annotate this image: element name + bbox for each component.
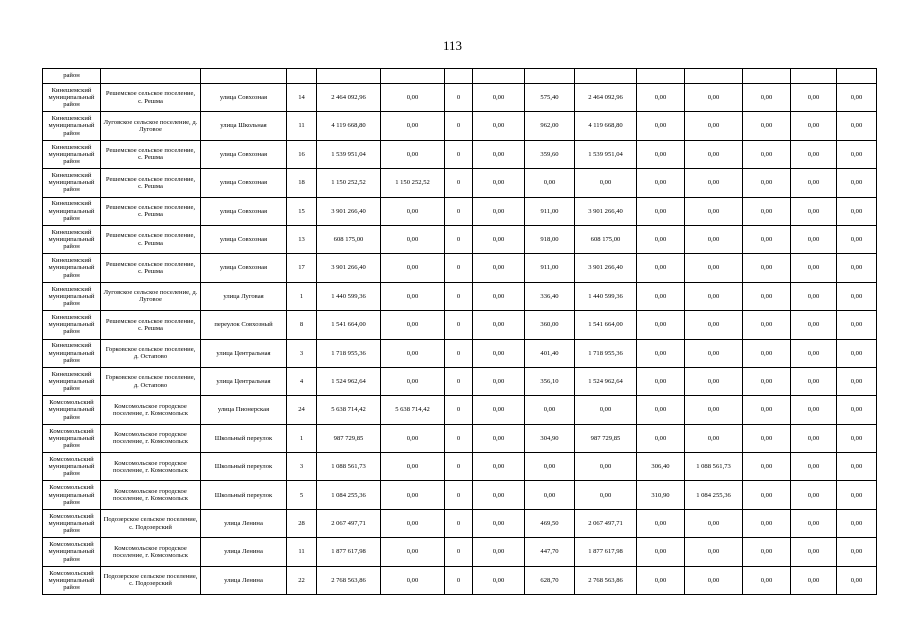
total-cost-cell: 3 901 266,40 <box>317 254 381 282</box>
area-col-7-cell: 0,00 <box>637 424 685 452</box>
cost-col-8-cell: 0,00 <box>685 538 743 566</box>
count-cell: 0 <box>445 339 473 367</box>
house-number-cell: 1 <box>287 424 317 452</box>
street-cell: улица Совхозная <box>201 254 287 282</box>
area-col-7-cell: 0,00 <box>637 112 685 140</box>
count-cell: 0 <box>445 509 473 537</box>
value-col-11-cell: 0,00 <box>837 481 877 509</box>
settlement-cell: Решемское сельское поселение, с. Решма <box>101 225 201 253</box>
cost-col-6-cell: 1 541 664,00 <box>575 311 637 339</box>
value-col-11-cell: 0,00 <box>837 112 877 140</box>
table-row <box>43 254 877 282</box>
total-cost-cell: 3 901 266,40 <box>317 197 381 225</box>
table-row <box>43 112 877 140</box>
value-col-9-cell: 0,00 <box>743 453 791 481</box>
cost-col-6-cell: 0,00 <box>575 396 637 424</box>
cost-col-8-cell: 0,00 <box>685 169 743 197</box>
cost-col-2-cell: 0,00 <box>381 112 445 140</box>
cost-col-2-cell: 0,00 <box>381 339 445 367</box>
value-col-11-cell: 0,00 <box>837 453 877 481</box>
settlement-cell: Комсомольское городское поселение, г. Комсомольск <box>101 424 201 452</box>
settlement-cell: Горковское сельское поселение, д. Остапово <box>101 367 201 395</box>
area-col-5-cell: 575,40 <box>525 84 575 112</box>
area-col-7-cell: 306,40 <box>637 453 685 481</box>
cost-col-4-cell: 0,00 <box>473 566 525 594</box>
cost-col-2-cell: 0,00 <box>381 424 445 452</box>
street-cell: улица Луговая <box>201 282 287 310</box>
area-col-7-cell: 0,00 <box>637 509 685 537</box>
area-col-5-cell: 0,00 <box>525 481 575 509</box>
cost-col-4-cell: 0,00 <box>473 197 525 225</box>
street-cell: улица Центральная <box>201 367 287 395</box>
value-col-11-cell: 0,00 <box>837 225 877 253</box>
value-col-9-cell: 0,00 <box>743 566 791 594</box>
cost-col-4-cell: 0,00 <box>473 282 525 310</box>
value-col-11-cell: 0,00 <box>837 254 877 282</box>
area-col-7-cell: 0,00 <box>637 311 685 339</box>
district-cell: Кинешемский муниципальный район <box>43 169 101 197</box>
street-cell: Школьный переулок <box>201 424 287 452</box>
settlement-cell: Луговское сельское поселение, д. Луговое <box>101 112 201 140</box>
area-col-7-cell: 0,00 <box>637 197 685 225</box>
cost-col-6-cell: 1 524 962,64 <box>575 367 637 395</box>
value-col-10-cell: 0,00 <box>791 282 837 310</box>
value-col-9-cell: 0,00 <box>743 339 791 367</box>
value-col-11-cell: 0,00 <box>837 396 877 424</box>
area-col-5-cell: 401,40 <box>525 339 575 367</box>
settlement-cell: Комсомольское городское поселение, г. Комсомольск <box>101 538 201 566</box>
area-col-7-cell: 0,00 <box>637 339 685 367</box>
cost-col-8-cell: 0,00 <box>685 311 743 339</box>
total-cost-cell: 2 768 563,86 <box>317 566 381 594</box>
table-row <box>43 169 877 197</box>
area-col-7-cell: 0,00 <box>637 396 685 424</box>
area-col-7-cell: 0,00 <box>637 282 685 310</box>
house-number-cell: 28 <box>287 509 317 537</box>
area-col-5-cell: 911,00 <box>525 254 575 282</box>
settlement-cell: Подозерское сельское поселение, с. Подозерский <box>101 566 201 594</box>
table-row <box>43 367 877 395</box>
cost-col-4-cell: 0,00 <box>473 396 525 424</box>
count-cell: 0 <box>445 112 473 140</box>
value-col-10-cell: 0,00 <box>791 140 837 168</box>
value-col-11-cell: 0,00 <box>837 509 877 537</box>
value-col-9-cell: 0,00 <box>743 367 791 395</box>
value-col-10-cell: 0,00 <box>791 84 837 112</box>
settlement-cell: Горковское сельское поселение, д. Остапово <box>101 339 201 367</box>
value-col-10-cell: 0,00 <box>791 509 837 537</box>
total-cost-cell: 5 638 714,42 <box>317 396 381 424</box>
cost-col-4-cell: 0,00 <box>473 84 525 112</box>
total-cost-cell: 987 729,85 <box>317 424 381 452</box>
area-col-5-cell: 0,00 <box>525 396 575 424</box>
value-col-11-cell: 0,00 <box>837 566 877 594</box>
value-col-10-cell: 0,00 <box>791 225 837 253</box>
value-col-10-cell: 0,00 <box>791 367 837 395</box>
cost-col-4-cell: 0,00 <box>473 367 525 395</box>
value-col-10-cell: 0,00 <box>791 112 837 140</box>
settlement-cell: Решемское сельское поселение, с. Решма <box>101 197 201 225</box>
settlement-cell: Комсомольское городское поселение, г. Комсомольск <box>101 453 201 481</box>
cost-col-4-cell: 0,00 <box>473 169 525 197</box>
value-col-9-cell: 0,00 <box>743 84 791 112</box>
settlement-cell: Комсомольское городское поселение, г. Комсомольск <box>101 396 201 424</box>
district-cell: Кинешемский муниципальный район <box>43 197 101 225</box>
cost-col-2-cell: 0,00 <box>381 197 445 225</box>
value-col-9-cell: 0,00 <box>743 169 791 197</box>
cost-col-6-cell: 2 768 563,86 <box>575 566 637 594</box>
count-cell: 0 <box>445 84 473 112</box>
cost-col-8-cell: 0,00 <box>685 197 743 225</box>
street-cell: улица Совхозная <box>201 169 287 197</box>
value-col-9-cell: 0,00 <box>743 481 791 509</box>
settlement-cell: Комсомольское городское поселение, г. Комсомольск <box>101 481 201 509</box>
cost-col-8-cell: 0,00 <box>685 396 743 424</box>
cost-col-2-cell: 0,00 <box>381 481 445 509</box>
district-cell: район <box>43 69 101 84</box>
total-cost-cell: 1 524 962,64 <box>317 367 381 395</box>
total-cost-cell: 1 541 664,00 <box>317 311 381 339</box>
table-row <box>43 453 877 481</box>
district-cell: Комсомольский муниципальный район <box>43 453 101 481</box>
district-cell: Кинешемский муниципальный район <box>43 311 101 339</box>
house-number-cell: 3 <box>287 453 317 481</box>
value-col-10-cell: 0,00 <box>791 339 837 367</box>
street-cell: улица Пионерская <box>201 396 287 424</box>
house-number-cell: 5 <box>287 481 317 509</box>
district-cell: Кинешемский муниципальный район <box>43 367 101 395</box>
cost-col-2-cell: 1 150 252,52 <box>381 169 445 197</box>
cost-col-4-cell: 0,00 <box>473 339 525 367</box>
cost-col-4-cell: 0,00 <box>473 424 525 452</box>
area-col-7-cell: 0,00 <box>637 84 685 112</box>
house-number-cell: 4 <box>287 367 317 395</box>
value-col-10-cell: 0,00 <box>791 481 837 509</box>
count-cell: 0 <box>445 254 473 282</box>
value-col-9-cell: 0,00 <box>743 254 791 282</box>
count-cell: 0 <box>445 197 473 225</box>
settlement-cell: Решемское сельское поселение, с. Решма <box>101 311 201 339</box>
district-cell: Кинешемский муниципальный район <box>43 84 101 112</box>
area-col-7-cell: 0,00 <box>637 254 685 282</box>
area-col-7-cell: 0,00 <box>637 140 685 168</box>
area-col-5-cell: 469,50 <box>525 509 575 537</box>
cost-col-4-cell: 0,00 <box>473 453 525 481</box>
cost-col-4-cell: 0,00 <box>473 254 525 282</box>
house-number-cell: 22 <box>287 566 317 594</box>
count-cell: 0 <box>445 453 473 481</box>
house-number-cell: 13 <box>287 225 317 253</box>
cost-col-6-cell: 1 718 955,36 <box>575 339 637 367</box>
settlement-cell: Решемское сельское поселение, с. Решма <box>101 169 201 197</box>
value-col-10-cell: 0,00 <box>791 311 837 339</box>
district-cell: Комсомольский муниципальный район <box>43 566 101 594</box>
value-col-9-cell: 0,00 <box>743 197 791 225</box>
total-cost-cell: 1 088 561,73 <box>317 453 381 481</box>
cost-col-2-cell: 0,00 <box>381 282 445 310</box>
count-cell: 0 <box>445 424 473 452</box>
area-col-5-cell: 304,90 <box>525 424 575 452</box>
area-col-5-cell: 359,60 <box>525 140 575 168</box>
house-number-cell: 24 <box>287 396 317 424</box>
cost-col-2-cell: 0,00 <box>381 225 445 253</box>
table-row <box>43 84 877 112</box>
street-cell: улица Школьная <box>201 112 287 140</box>
value-col-9-cell: 0,00 <box>743 311 791 339</box>
settlement-cell: Решемское сельское поселение, с. Решма <box>101 254 201 282</box>
count-cell: 0 <box>445 367 473 395</box>
table-row <box>43 424 877 452</box>
cost-col-6-cell: 3 901 266,40 <box>575 254 637 282</box>
cost-col-2-cell: 5 638 714,42 <box>381 396 445 424</box>
cost-col-2-cell: 0,00 <box>381 509 445 537</box>
cost-col-2-cell: 0,00 <box>381 566 445 594</box>
cost-col-6-cell: 608 175,00 <box>575 225 637 253</box>
district-cell: Комсомольский муниципальный район <box>43 509 101 537</box>
table-body <box>43 69 877 595</box>
cost-col-2-cell: 0,00 <box>381 538 445 566</box>
cost-col-4-cell: 0,00 <box>473 538 525 566</box>
value-col-9-cell: 0,00 <box>743 282 791 310</box>
house-number-cell: 16 <box>287 140 317 168</box>
street-cell: Школьный переулок <box>201 481 287 509</box>
street-cell: Школьный переулок <box>201 453 287 481</box>
cost-col-8-cell: 0,00 <box>685 566 743 594</box>
total-cost-cell: 1 440 599,36 <box>317 282 381 310</box>
district-cell: Кинешемский муниципальный район <box>43 140 101 168</box>
cost-col-4-cell: 0,00 <box>473 481 525 509</box>
cost-col-8-cell: 0,00 <box>685 339 743 367</box>
total-cost-cell: 1 084 255,36 <box>317 481 381 509</box>
cost-col-8-cell: 1 084 255,36 <box>685 481 743 509</box>
value-col-10-cell: 0,00 <box>791 197 837 225</box>
area-col-5-cell: 628,70 <box>525 566 575 594</box>
cost-col-8-cell: 0,00 <box>685 112 743 140</box>
cost-col-2-cell: 0,00 <box>381 254 445 282</box>
table-row <box>43 538 877 566</box>
cost-col-8-cell: 0,00 <box>685 282 743 310</box>
house-number-cell: 17 <box>287 254 317 282</box>
cost-col-6-cell: 3 901 266,40 <box>575 197 637 225</box>
house-number-cell: 3 <box>287 339 317 367</box>
count-cell: 0 <box>445 282 473 310</box>
house-number-cell: 1 <box>287 282 317 310</box>
cost-col-8-cell: 0,00 <box>685 254 743 282</box>
settlement-cell: Решемское сельское поселение, с. Решма <box>101 84 201 112</box>
value-col-11-cell: 0,00 <box>837 367 877 395</box>
settlement-cell: Подозерское сельское поселение, с. Подозерский <box>101 509 201 537</box>
cost-col-2-cell: 0,00 <box>381 367 445 395</box>
area-col-7-cell: 0,00 <box>637 367 685 395</box>
value-col-11-cell: 0,00 <box>837 339 877 367</box>
district-cell: Кинешемский муниципальный район <box>43 254 101 282</box>
district-cell: Кинешемский муниципальный район <box>43 282 101 310</box>
area-col-7-cell: 0,00 <box>637 169 685 197</box>
cost-col-4-cell: 0,00 <box>473 225 525 253</box>
value-col-9-cell: 0,00 <box>743 509 791 537</box>
area-col-5-cell: 356,10 <box>525 367 575 395</box>
cost-col-8-cell: 0,00 <box>685 225 743 253</box>
district-cell: Кинешемский муниципальный район <box>43 225 101 253</box>
house-number-cell: 11 <box>287 112 317 140</box>
district-cell: Комсомольский муниципальный район <box>43 481 101 509</box>
cost-col-6-cell: 1 539 951,04 <box>575 140 637 168</box>
count-cell: 0 <box>445 481 473 509</box>
value-col-10-cell: 0,00 <box>791 538 837 566</box>
cost-col-4-cell: 0,00 <box>473 140 525 168</box>
area-col-5-cell: 0,00 <box>525 169 575 197</box>
street-cell: переулок Совхозный <box>201 311 287 339</box>
area-col-7-cell: 310,90 <box>637 481 685 509</box>
count-cell: 0 <box>445 396 473 424</box>
cost-col-4-cell: 0,00 <box>473 509 525 537</box>
value-col-9-cell: 0,00 <box>743 396 791 424</box>
cost-col-6-cell: 2 067 497,71 <box>575 509 637 537</box>
value-col-11-cell: 0,00 <box>837 169 877 197</box>
area-col-5-cell: 447,70 <box>525 538 575 566</box>
cost-col-8-cell: 0,00 <box>685 140 743 168</box>
count-cell: 0 <box>445 538 473 566</box>
street-cell: улица Совхозная <box>201 84 287 112</box>
cost-col-6-cell: 0,00 <box>575 481 637 509</box>
area-col-5-cell: 360,00 <box>525 311 575 339</box>
house-number-cell: 8 <box>287 311 317 339</box>
street-cell: улица Ленина <box>201 538 287 566</box>
area-col-7-cell: 0,00 <box>637 566 685 594</box>
total-cost-cell: 2 464 092,96 <box>317 84 381 112</box>
value-col-11-cell: 0,00 <box>837 197 877 225</box>
value-col-10-cell: 0,00 <box>791 169 837 197</box>
settlement-cell: Решемское сельское поселение, с. Решма <box>101 140 201 168</box>
cost-col-8-cell: 1 088 561,73 <box>685 453 743 481</box>
area-col-5-cell: 918,00 <box>525 225 575 253</box>
street-cell: улица Совхозная <box>201 140 287 168</box>
total-cost-cell: 1 150 252,52 <box>317 169 381 197</box>
table-row <box>43 396 877 424</box>
value-col-10-cell: 0,00 <box>791 254 837 282</box>
value-col-11-cell: 0,00 <box>837 538 877 566</box>
street-cell: улица Центральная <box>201 339 287 367</box>
district-cell: Комсомольский муниципальный район <box>43 396 101 424</box>
value-col-10-cell: 0,00 <box>791 424 837 452</box>
district-cell: Комсомольский муниципальный район <box>43 538 101 566</box>
cost-col-2-cell: 0,00 <box>381 140 445 168</box>
count-cell: 0 <box>445 140 473 168</box>
page-number: 113 <box>442 38 463 53</box>
value-col-9-cell: 0,00 <box>743 424 791 452</box>
district-cell: Комсомольский муниципальный район <box>43 424 101 452</box>
table-row <box>43 282 877 310</box>
cost-col-2-cell: 0,00 <box>381 311 445 339</box>
count-cell: 0 <box>445 225 473 253</box>
value-col-11-cell: 0,00 <box>837 424 877 452</box>
area-col-7-cell: 0,00 <box>637 538 685 566</box>
settlement-cell: Луговское сельское поселение, д. Луговое <box>101 282 201 310</box>
cost-col-6-cell: 0,00 <box>575 453 637 481</box>
table-row <box>43 481 877 509</box>
street-cell: улица Ленина <box>201 566 287 594</box>
total-cost-cell: 4 119 668,80 <box>317 112 381 140</box>
housing-registry-table <box>42 68 877 595</box>
street-cell: улица Ленина <box>201 509 287 537</box>
table-row-continued <box>43 69 877 84</box>
total-cost-cell: 1 877 617,98 <box>317 538 381 566</box>
table-row <box>43 311 877 339</box>
value-col-9-cell: 0,00 <box>743 112 791 140</box>
value-col-9-cell: 0,00 <box>743 538 791 566</box>
table-row <box>43 339 877 367</box>
cost-col-2-cell: 0,00 <box>381 84 445 112</box>
house-number-cell: 15 <box>287 197 317 225</box>
value-col-10-cell: 0,00 <box>791 566 837 594</box>
value-col-11-cell: 0,00 <box>837 140 877 168</box>
cost-col-6-cell: 2 464 092,96 <box>575 84 637 112</box>
value-col-9-cell: 0,00 <box>743 140 791 168</box>
total-cost-cell: 1 718 955,36 <box>317 339 381 367</box>
value-col-10-cell: 0,00 <box>791 453 837 481</box>
table-row <box>43 197 877 225</box>
area-col-5-cell: 962,00 <box>525 112 575 140</box>
total-cost-cell: 1 539 951,04 <box>317 140 381 168</box>
cost-col-8-cell: 0,00 <box>685 509 743 537</box>
table-row <box>43 509 877 537</box>
cost-col-8-cell: 0,00 <box>685 367 743 395</box>
house-number-cell: 11 <box>287 538 317 566</box>
value-col-11-cell: 0,00 <box>837 311 877 339</box>
cost-col-4-cell: 0,00 <box>473 112 525 140</box>
house-number-cell: 14 <box>287 84 317 112</box>
cost-col-4-cell: 0,00 <box>473 311 525 339</box>
table-row <box>43 140 877 168</box>
district-cell: Кинешемский муниципальный район <box>43 339 101 367</box>
value-col-10-cell: 0,00 <box>791 396 837 424</box>
value-col-9-cell: 0,00 <box>743 225 791 253</box>
cost-col-8-cell: 0,00 <box>685 84 743 112</box>
street-cell: улица Совхозная <box>201 197 287 225</box>
area-col-5-cell: 0,00 <box>525 453 575 481</box>
area-col-7-cell: 0,00 <box>637 225 685 253</box>
value-col-11-cell: 0,00 <box>837 84 877 112</box>
value-col-11-cell: 0,00 <box>837 282 877 310</box>
count-cell: 0 <box>445 566 473 594</box>
table-row <box>43 225 877 253</box>
street-cell: улица Совхозная <box>201 225 287 253</box>
cost-col-8-cell: 0,00 <box>685 424 743 452</box>
house-number-cell: 18 <box>287 169 317 197</box>
table-row <box>43 566 877 594</box>
cost-col-6-cell: 0,00 <box>575 169 637 197</box>
count-cell: 0 <box>445 311 473 339</box>
area-col-5-cell: 336,40 <box>525 282 575 310</box>
district-cell: Кинешемский муниципальный район <box>43 112 101 140</box>
total-cost-cell: 608 175,00 <box>317 225 381 253</box>
cost-col-2-cell: 0,00 <box>381 453 445 481</box>
area-col-5-cell: 911,00 <box>525 197 575 225</box>
cost-col-6-cell: 987 729,85 <box>575 424 637 452</box>
count-cell: 0 <box>445 169 473 197</box>
cost-col-6-cell: 1 440 599,36 <box>575 282 637 310</box>
cost-col-6-cell: 4 119 668,80 <box>575 112 637 140</box>
cost-col-6-cell: 1 877 617,98 <box>575 538 637 566</box>
total-cost-cell: 2 067 497,71 <box>317 509 381 537</box>
